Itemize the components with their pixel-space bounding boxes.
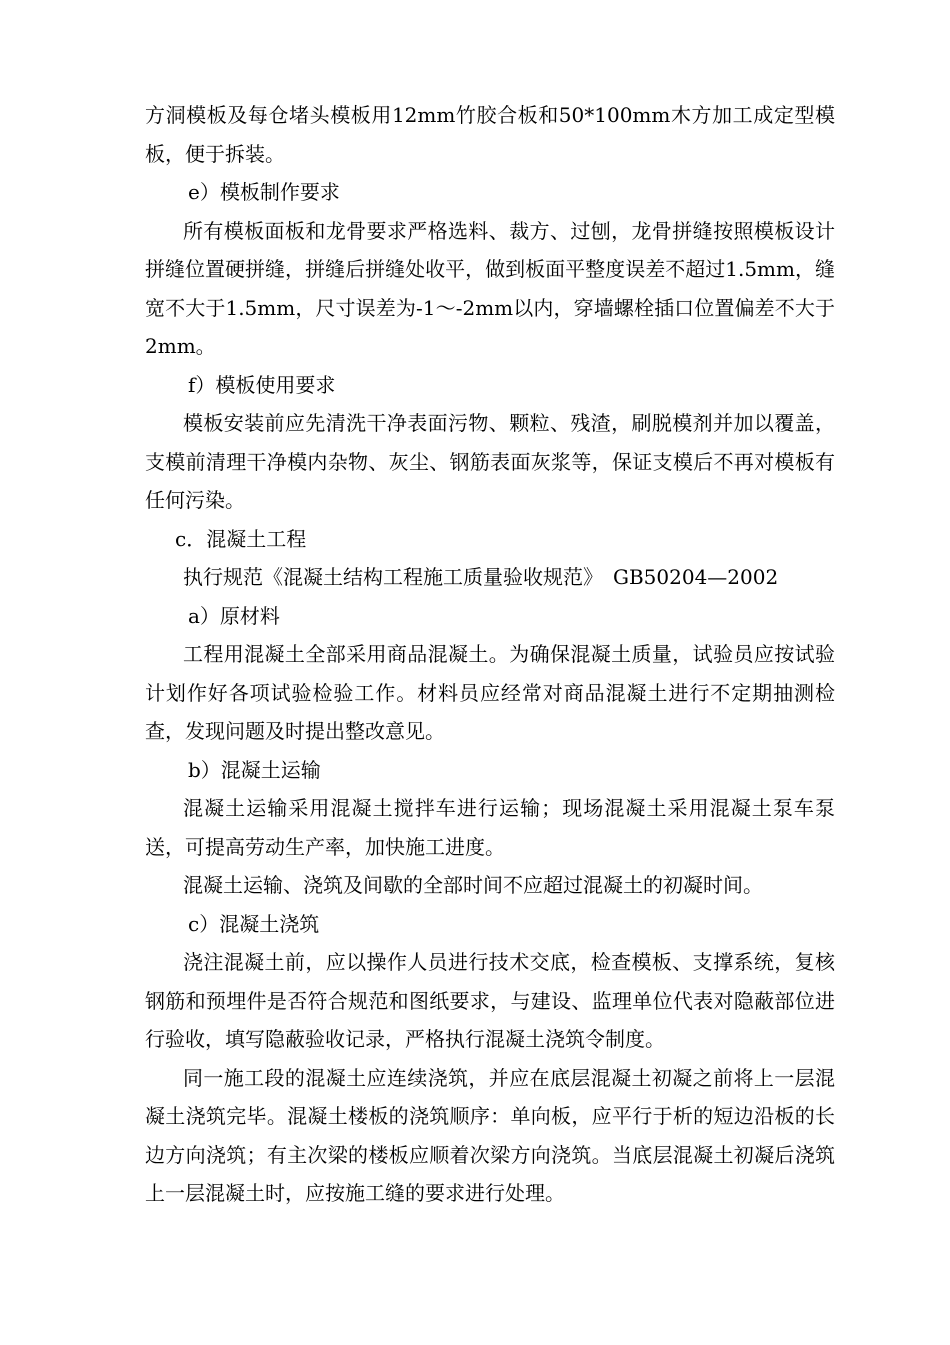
paragraph-standard: 执行规范《混凝土结构工程施工质量验收规范》 GB50204—2002 — [183, 565, 779, 589]
paragraph-formwork-fabrication: 所有模板面板和龙骨要求严格选料、裁方、过刨，龙骨拼缝按照模板设计拼缝位置硬拼缝，拼缝后拼缝处收平，做到板面平整度误差不超过1.5mm，缝宽不大于1.5mm，尺寸误差为-1～-2mm以内，穿墙螺栓插口位置偏差不大于2mm。 — [145, 218, 835, 358]
paragraph-pouring-sequence: 同一施工段的混凝土应连续浇筑，并应在底层混凝土初凝之前将上一层混凝土浇筑完毕。混凝土楼板的浇筑顺序：单向板，应平行于析的短边沿板的长边方向浇筑；有主次梁的楼板应顺着次梁方向浇筑。当底层混凝土初凝后浇筑上一层混凝土时，应按施工缝的要求进行处理。 — [145, 1065, 835, 1205]
heading-concrete-transport: b）混凝土运输 — [188, 757, 321, 782]
paragraph-pouring-prep: 浇注混凝土前，应以操作人员进行技术交底，检查模板、支撑系统，复核钢筋和预埋件是否符合规范和图纸要求，与建设、监理单位代表对隐蔽部位进行验收，填写隐蔽验收记录，严格执行混凝土浇筑令制度。 — [145, 950, 835, 1051]
paragraph-formwork-use: 模板安装前应先清洗干净表面污物、颗粒、残渣，刷脱模剂并加以覆盖，支模前清理干净模内杂物、灰尘、钢筋表面灰浆等，保证支模后不再对模板有任何污染。 — [145, 411, 835, 512]
heading-formwork-use: f）模板使用要求 — [188, 372, 336, 397]
paragraph-concrete-transport: 混凝土运输采用混凝土搅拌车进行运输；现场混凝土采用混凝土泵车泵送，可提高劳动生产率，加快施工进度。 — [145, 796, 835, 859]
heading-raw-materials: a）原材料 — [188, 603, 280, 628]
paragraph-transport-time: 混凝土运输、浇筑及间歇的全部时间不应超过混凝土的初凝时间。 — [183, 873, 763, 897]
paragraph-formwork-openings: 方洞模板及每仓堵头模板用12mm竹胶合板和50*100mm木方加工成定型模板，便于拆装。 — [145, 103, 835, 166]
document-body — [145, 96, 835, 1213]
heading-concrete-pouring: c）混凝土浇筑 — [188, 911, 320, 936]
heading-formwork-fabrication: e）模板制作要求 — [188, 180, 340, 204]
heading-concrete-works: c．混凝土工程 — [175, 526, 307, 551]
paragraph-raw-materials: 工程用混凝土全部采用商品混凝土。为确保混凝土质量，试验员应按试验计划作好各项试验检验工作。材料员应经常对商品混凝土进行不定期抽测检查，发现问题及时提出整改意见。 — [145, 642, 835, 743]
